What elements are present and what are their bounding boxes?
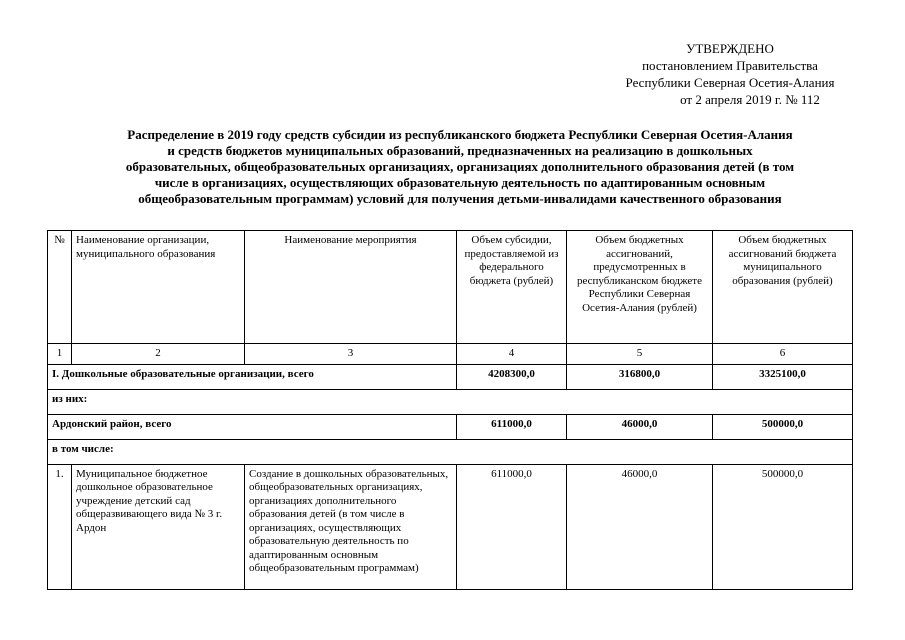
document-title: [60, 127, 860, 207]
section-municipal: 3325100,0: [713, 364, 853, 389]
district-federal: 611000,0: [457, 414, 567, 439]
col-number: 3: [245, 344, 457, 365]
section-republic: 316800,0: [567, 364, 713, 389]
approval-block: [560, 40, 900, 108]
of-them-label: из них:: [48, 389, 853, 414]
section-label: I. Дошкольные образовательные организации, всего: [48, 364, 457, 389]
approval-government: Республики Северная Осетия-Алания: [625, 75, 835, 90]
column-number-row: [48, 344, 853, 365]
row-num: 1.: [48, 464, 72, 589]
row-org: Муниципальное бюджетное дошкольное образовательное учреждение детский сад общеразвивающего вида № 3 г. Ардон: [72, 464, 245, 589]
row-republic: 46000,0: [567, 464, 713, 589]
district-republic: 46000,0: [567, 414, 713, 439]
col-number: 6: [713, 344, 853, 365]
header-municipal: Объем бюджетных ассигнований бюджета муниципального образования (рублей): [713, 231, 853, 344]
of-them-row: [48, 389, 853, 414]
distribution-table: [47, 230, 853, 590]
title-line-2: и средств бюджетов муниципальных образований, предназначенных на реализацию в дошкольных: [167, 143, 753, 158]
title-line-5: общеобразовательным программам) условий для получения детьми-инвалидами качественного образования: [138, 191, 782, 206]
district-row: [48, 414, 853, 439]
including-row: [48, 439, 853, 464]
including-label: в том числе:: [48, 439, 853, 464]
district-label: Ардонский район, всего: [48, 414, 457, 439]
title-line-1: Распределение в 2019 году средств субсидии из республиканского бюджета Республики Северная Осетия-Алания: [127, 127, 793, 142]
header-federal: Объем субсидии, предоставляемой из федерального бюджета (рублей): [457, 231, 567, 344]
col-number: 2: [72, 344, 245, 365]
col-number: 5: [567, 344, 713, 365]
title-line-4: числе в организациях, осуществляющих образовательную деятельность по адаптированным основным: [154, 175, 766, 190]
table-header-row: [48, 231, 853, 344]
header-num: №: [48, 231, 72, 344]
row-federal: 611000,0: [457, 464, 567, 589]
approval-date: от 2 апреля 2019 г. № 112: [680, 92, 820, 107]
section-row: [48, 364, 853, 389]
header-republic: Объем бюджетных ассигнований, предусмотренных в республиканском бюджете Республики Северная Осетия-Алания (рублей): [567, 231, 713, 344]
title-line-3: образовательных, общеобразовательных организациях, организациях дополнительного образования детей (в том: [125, 159, 795, 174]
approval-heading: УТВЕРЖДЕНО: [686, 41, 774, 56]
row-event: Создание в дошкольных образовательных, общеобразовательных организациях, организациях дополнительного образования детей (в том числе в организациях, осуществляющих образовательную деятельность по адаптированным основным общеобразовательным программам): [245, 464, 457, 589]
header-event: Наименование мероприятия: [245, 231, 457, 344]
district-municipal: 500000,0: [713, 414, 853, 439]
section-federal: 4208300,0: [457, 364, 567, 389]
col-number: 4: [457, 344, 567, 365]
approval-resolution: постановлением Правительства: [642, 58, 818, 73]
table-row: [48, 464, 853, 589]
row-municipal: 500000,0: [713, 464, 853, 589]
header-org: Наименование организации, муниципального образования: [72, 231, 245, 344]
col-number: 1: [48, 344, 72, 365]
